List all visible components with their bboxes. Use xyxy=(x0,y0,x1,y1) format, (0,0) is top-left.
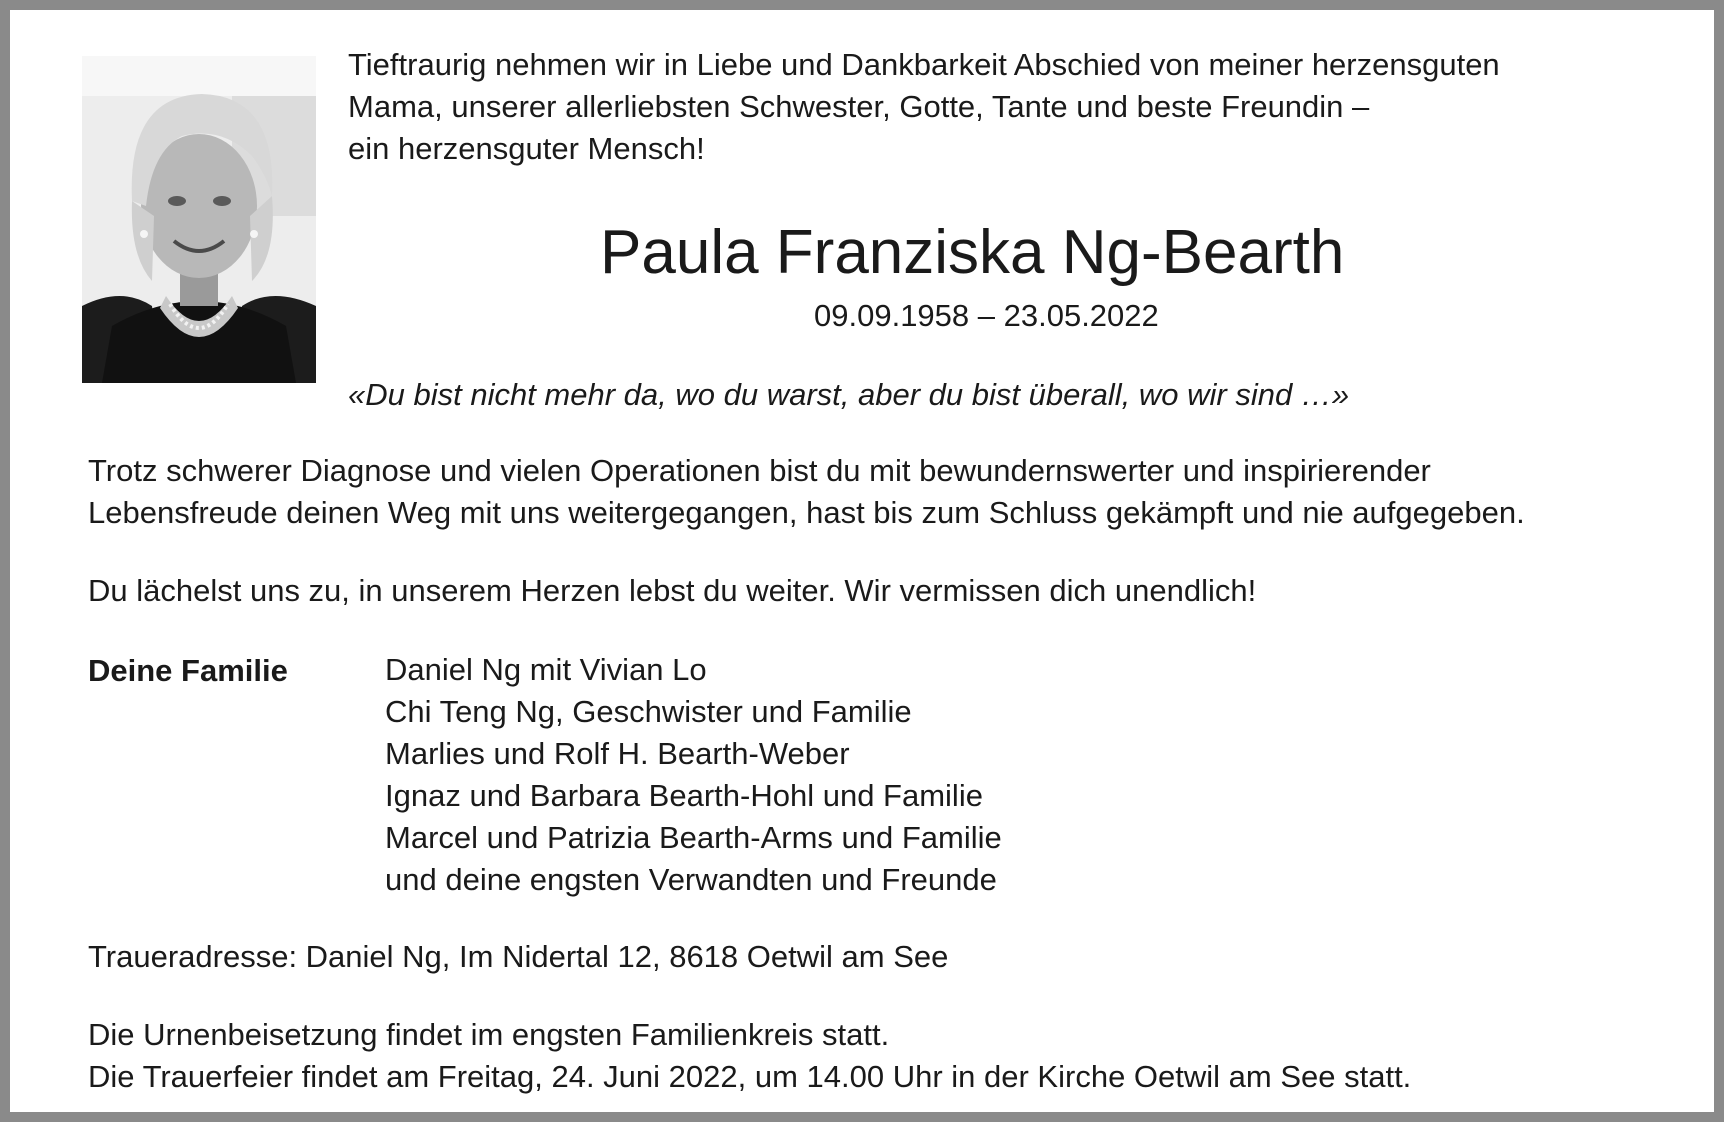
family-member: Daniel Ng mit Vivian Lo xyxy=(385,652,707,687)
family-member: Marcel und Patrizia Bearth-Arms und Familie xyxy=(385,820,1002,855)
tribute-line: Lebensfreude deinen Weg mit uns weitergegangen, hast bis zum Schluss gekämpft und nie aufgegeben. xyxy=(88,495,1525,530)
intro-text xyxy=(348,44,1500,170)
farewell-paragraph: Du lächelst uns zu, in unserem Herzen lebst du weiter. Wir vermissen dich unendlich! xyxy=(88,573,1257,608)
memorial-quote: «Du bist nicht mehr da, wo du warst, aber du bist überall, wo wir sind …» xyxy=(348,377,1350,412)
family-member: Marlies und Rolf H. Bearth-Weber xyxy=(385,736,850,771)
tribute-line: Trotz schwerer Diagnose und vielen Operationen bist du mit bewundernswerter und inspirierender xyxy=(88,453,1431,488)
deceased-name: Paula Franziska Ng-Bearth xyxy=(600,218,1345,287)
ceremony-info xyxy=(88,1014,1411,1098)
intro-line: Mama, unserer allerliebsten Schwester, Gotte, Tante und beste Freundin – xyxy=(348,89,1370,124)
intro-line: ein herzensguter Mensch! xyxy=(348,131,705,166)
family-member: Chi Teng Ng, Geschwister und Familie xyxy=(385,694,912,729)
intro-line: Tieftraurig nehmen wir in Liebe und Dankbarkeit Abschied von meiner herzensguten xyxy=(348,47,1500,82)
family-member: Ignaz und Barbara Bearth-Hohl und Familie xyxy=(385,778,983,813)
family-member: und deine engsten Verwandten und Freunde xyxy=(385,862,997,897)
family-label: Deine Familie xyxy=(88,653,288,688)
ceremony-line: Die Urnenbeisetzung findet im engsten Familienkreis statt. xyxy=(88,1017,890,1052)
mourning-address: Traueradresse: Daniel Ng, Im Nidertal 12, 8618 Oetwil am See xyxy=(88,939,949,974)
tribute-paragraph xyxy=(88,450,1525,534)
ceremony-line: Die Trauerfeier findet am Freitag, 24. Juni 2022, um 14.00 Uhr in der Kirche Oetwil am See statt. xyxy=(88,1059,1412,1094)
family-members-list xyxy=(385,649,1002,901)
portrait-photo xyxy=(82,56,316,383)
life-dates: 09.09.1958 – 23.05.2022 xyxy=(814,298,1159,333)
